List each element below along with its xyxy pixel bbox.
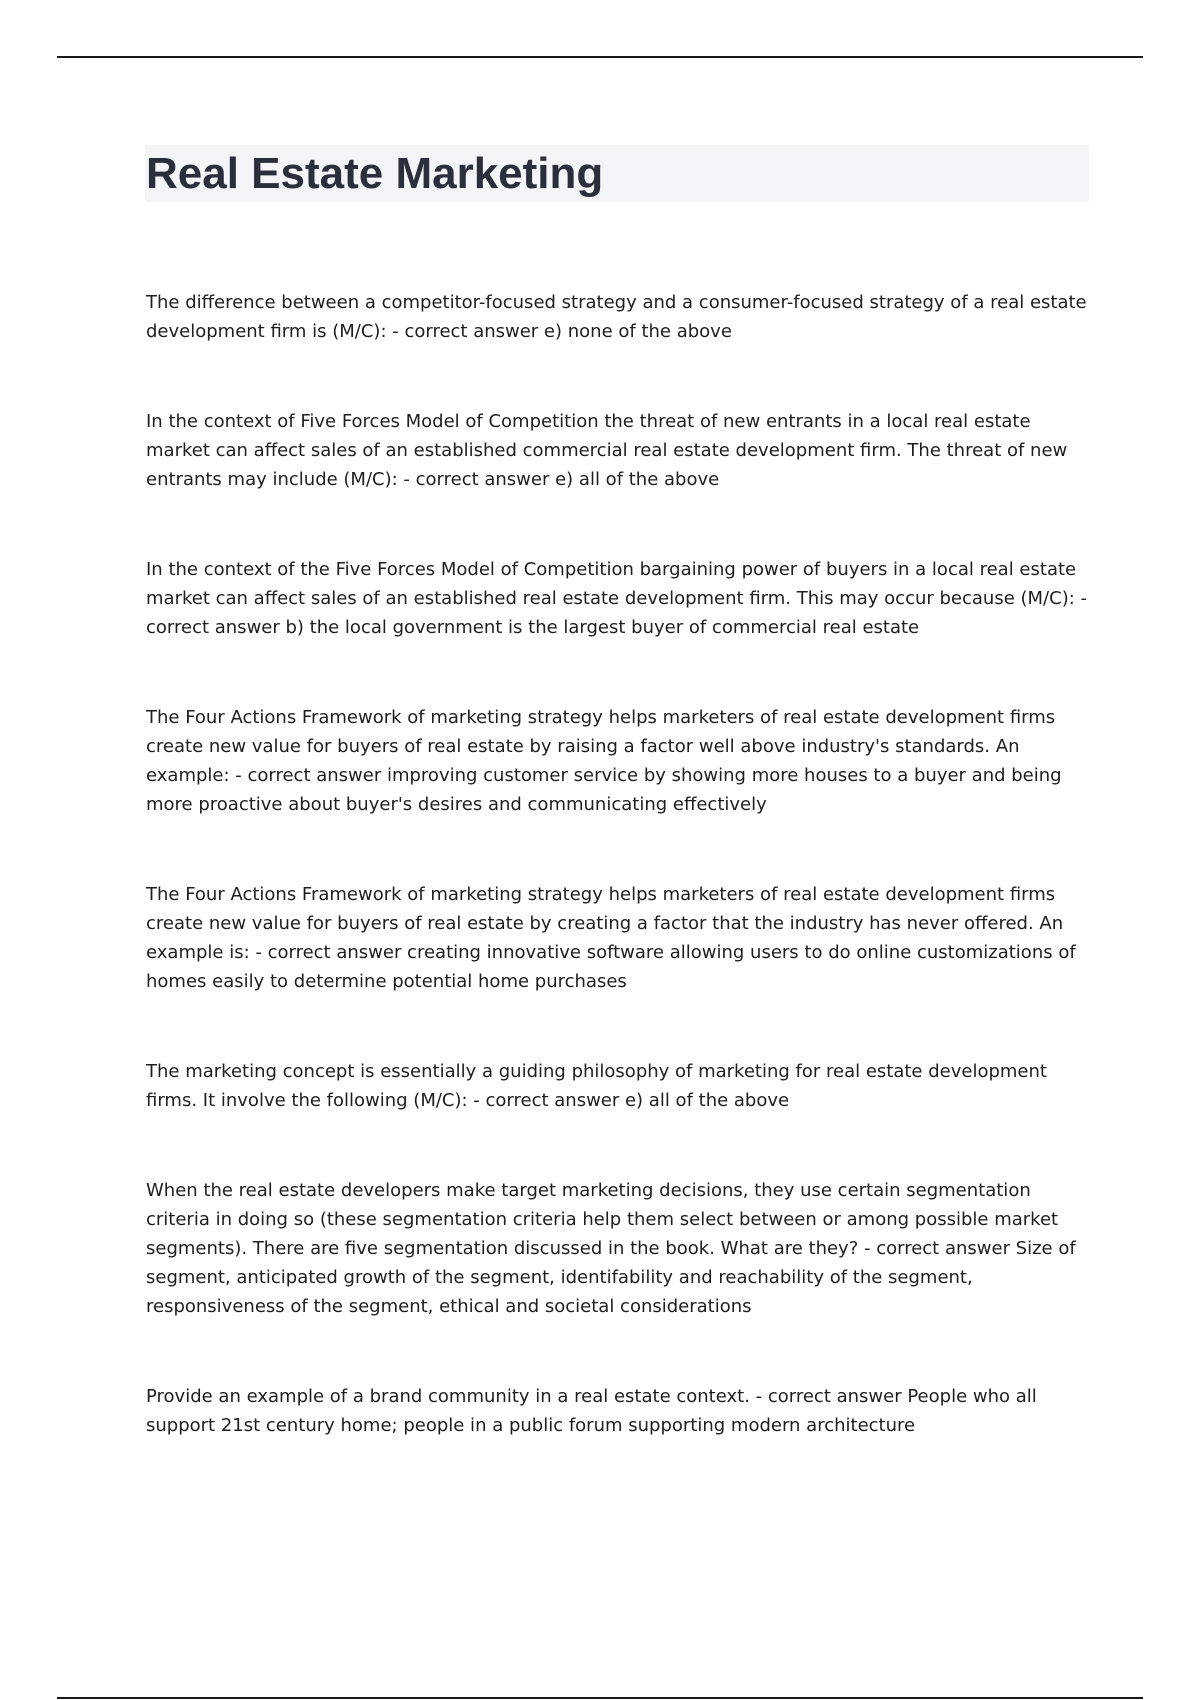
qa-item: When the real estate developers make target marketing decisions, they use certain segmentation criteria in doing so (these segmentation criteria help them select between or among possible market segments). There are five segmentation discussed in the book. What are they? - correct answer Size of segment, anticipated growth of the segment, identifability and reachability of the segment, responsiveness of the segment, ethical and societal considerations [146, 1180, 1076, 1317]
header-rule [57, 56, 1143, 58]
qa-item: The Four Actions Framework of marketing strategy helps marketers of real estate development firms create new value for buyers of real estate by creating a factor that the industry has never offered. An example is: - correct answer creating innovative software allowing users to do online customizations of homes easily to determine potential home purchases [146, 884, 1076, 992]
qa-item: The difference between a competitor-focused strategy and a consumer-focused strategy of a real estate development firm is (M/C): - correct answer e) none of the above [146, 292, 1087, 342]
qa-item: The Four Actions Framework of marketing strategy helps marketers of real estate development firms create new value for buyers of real estate by raising a factor well above industry's standards. An example: - correct answer improving customer service by showing more houses to a buyer and being more proactive about buyer's desires and communicating effectively [146, 707, 1062, 815]
qa-item: The marketing concept is essentially a guiding philosophy of marketing for real estate development firms. It involve the following (M/C): - correct answer e) all of the above [146, 1061, 1047, 1111]
page-title: Real Estate Marketing [146, 149, 604, 198]
qa-item: In the context of the Five Forces Model of Competition bargaining power of buyers in a local real estate market can affect sales of an established real estate development firm. This may occur because (M/C): - correct answer b) the local government is the largest buyer of commercial real estate [146, 559, 1087, 638]
qa-item: In the context of Five Forces Model of Competition the threat of new entrants in a local real estate market can affect sales of an established commercial real estate development firm. The threat of new entrants may include (M/C): - correct answer e) all of the above [146, 411, 1068, 490]
footer-rule [57, 1697, 1143, 1699]
qa-list [146, 288, 1091, 1501]
qa-item: Provide an example of a brand community in a real estate context. - correct answer People who all support 21st century home; people in a public forum supporting modern architecture [146, 1386, 1037, 1436]
